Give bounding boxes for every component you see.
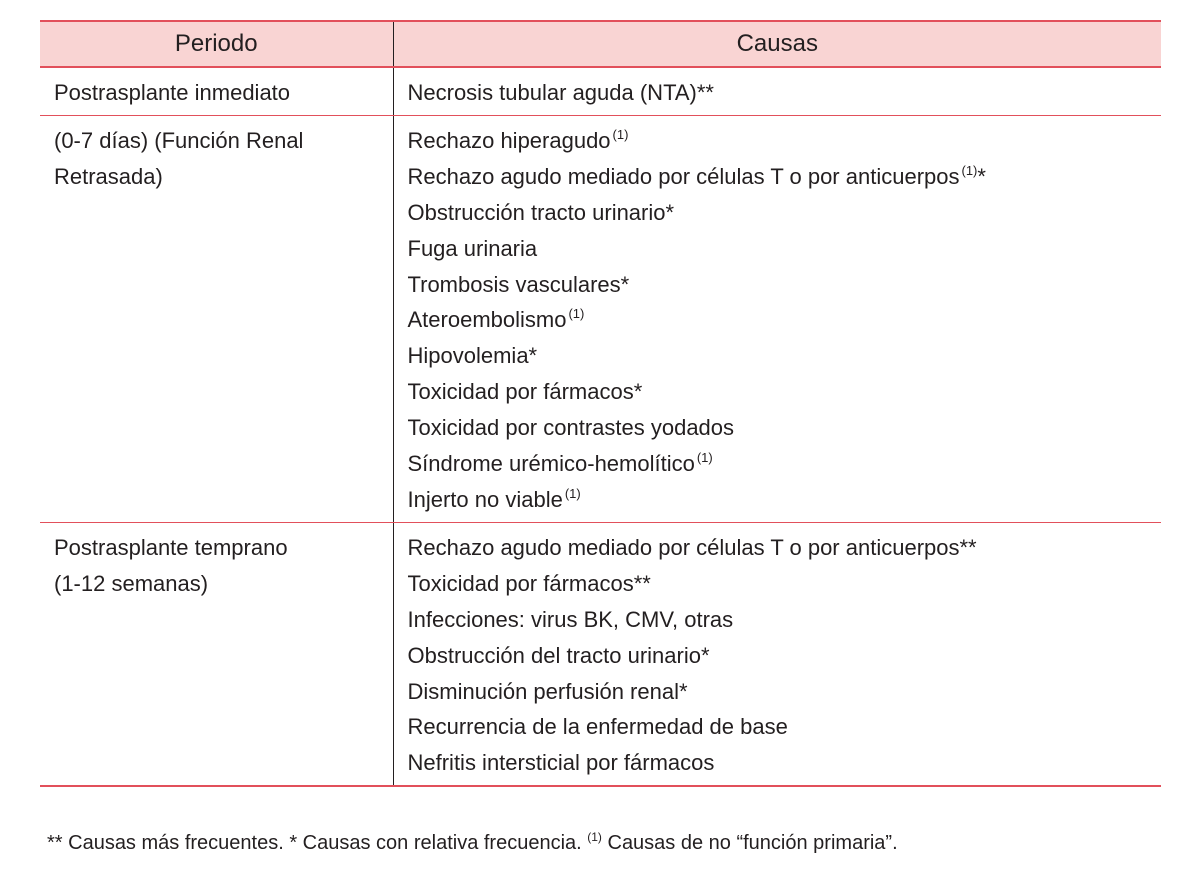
causa-item [408,338,1162,374]
periodo-cell [40,67,393,115]
causa-superscript: (1) [564,485,581,501]
causa-item [408,602,1162,638]
causa-text: Necrosis tubular aguda (NTA)** [407,80,714,105]
causa-superscript: (1) [568,306,585,322]
causa-item [408,123,1162,159]
periodo-line: Retrasada) [54,163,163,189]
periodo-line: (1-12 semanas) [54,570,209,596]
periodo-cell [40,115,393,522]
causes-table [40,20,1161,787]
causa-text: Obstrucción del tracto urinario* [407,642,710,668]
causa-item [408,75,1162,111]
table-body [40,67,1161,786]
header-periodo: Periodo [40,21,393,67]
causa-item [408,195,1162,231]
periodo-line: (0-7 días) (Función Renal [54,127,304,153]
causa-item [408,159,1162,195]
periodo-line: Postrasplante temprano [54,534,288,560]
causa-text: Infecciones: virus BK, CMV, otras [407,606,734,632]
causa-item [408,446,1162,482]
causa-text: Nefritis intersticial por fármacos [407,750,715,776]
causa-item [408,674,1162,710]
causas-cell [393,522,1161,786]
causa-text: Trombosis vasculares* [407,271,630,297]
causa-text: Síndrome urémico-hemolítico [407,451,695,477]
table-row [40,67,1161,115]
causas-cell [393,115,1161,522]
periodo-line: Postrasplante inmediato [54,80,291,105]
causa-item [408,530,1162,566]
causa-superscript: (1) [961,162,978,178]
causa-text: Rechazo hiperagudo [407,127,611,153]
causa-text: Disminución perfusión renal* [407,678,688,704]
header-causas: Causas [393,21,1161,67]
causa-item [408,745,1162,781]
causa-text: Fuga urinaria [407,235,538,261]
causa-text: Injerto no viable [407,486,563,512]
footnote-text-1: ** Causas más frecuentes. * Causas con relativa frecuencia. [47,832,588,854]
causa-text: Hipovolemia* [407,343,538,369]
causa-item [408,374,1162,410]
periodo-cell [40,522,393,786]
causa-superscript: (1) [612,126,629,142]
causa-item [408,638,1162,674]
causa-text: Recurrencia de la enfermedad de base [407,714,788,740]
table-header-row [40,21,1161,67]
causas-cell [393,67,1161,115]
causa-item [408,267,1162,303]
causa-text: Toxicidad por fármacos** [407,570,651,596]
causa-item [408,410,1162,446]
table-row [40,115,1161,522]
causa-item [408,482,1162,518]
causa-superscript: (1) [696,450,713,466]
causa-suffix: * [977,163,986,189]
causa-item [408,302,1162,338]
causes-table-container [40,20,1161,787]
causa-text: Ateroembolismo [407,307,567,333]
table-row [40,522,1161,786]
causa-text: Obstrucción tracto urinario* [407,199,675,225]
causa-item [408,566,1162,602]
causa-item [408,709,1162,745]
causa-text: Toxicidad por fármacos* [407,379,643,405]
causa-item [408,231,1162,267]
footnote [47,832,898,855]
footnote-text-2: Causas de no “función primaria”. [601,832,898,854]
causa-text: Rechazo agudo mediado por células T o por anticuerpos [407,163,960,189]
footnote-superscript: (1) [587,830,602,844]
causa-text: Rechazo agudo mediado por células T o por anticuerpos** [407,534,977,560]
causa-text: Toxicidad por contrastes yodados [407,415,735,441]
